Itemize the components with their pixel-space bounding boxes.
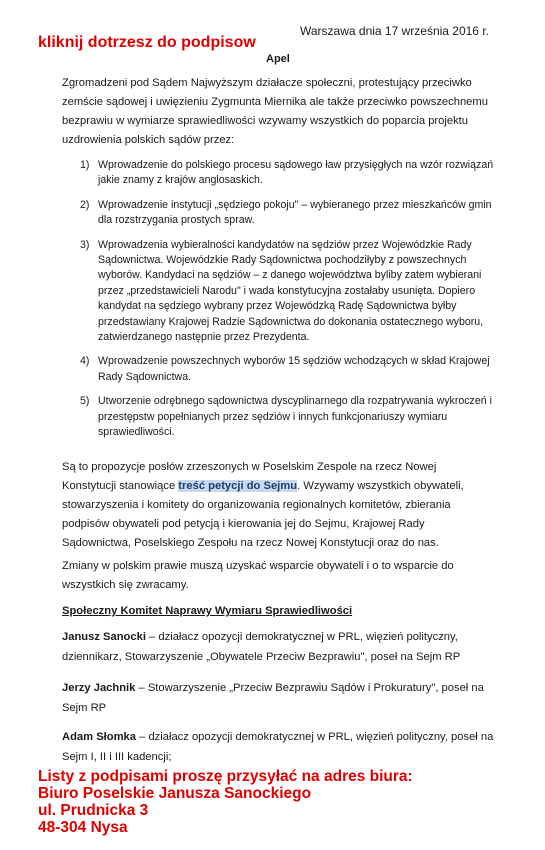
intro-paragraph: Zgromadzeni pod Sądem Najwyższym działacze społeczni, protestujący przeciwko zemście sądowej i uwięzieniu Zygmunta Miernika ale także przeciwko powszechnemu bezprawiu w wymiarze sprawiedliwości wzywamy wszystkich do poparcia projektu uzdrowienia polskich sądów przez: bbox=[62, 77, 488, 146]
list-item bbox=[80, 238, 495, 346]
list-item-number: 1) bbox=[80, 159, 90, 171]
petition-highlight: treść petycji do Sejmu bbox=[178, 480, 298, 492]
proposals-list bbox=[80, 158, 495, 450]
address-instruction: Listy z podpisami proszę przysyłać na adres biura: bbox=[38, 768, 413, 785]
address-office: Biuro Poselskie Janusza Sanockiego bbox=[38, 785, 312, 802]
list-item-number: 2) bbox=[80, 198, 90, 211]
list-item-text: Utworzenie odrębnego sądownictwa dyscyplinarnego dla rozpatrywania wykroczeń i przestępstw popełnianych przez sędziów i innych funkcjonariuszy wymiaru sprawiedliwości. bbox=[98, 395, 492, 439]
petition-text-after: . Wzywamy wszystkich obywateli, stowarzyszenia i komitety do organizowania regionalnych komitetów, zbierania podpisów obywateli pod petycją i kierowania jej do Sejmu, Krajowej Rady Sądownictwa, Poselskiego Zespołu na rzecz Nowej Konstytucji oraz do nas. bbox=[62, 480, 464, 549]
list-item-number: 3) bbox=[80, 238, 90, 251]
list-item bbox=[80, 394, 495, 440]
mailing-address bbox=[38, 768, 413, 836]
address-street: ul. Prudnicka 3 bbox=[38, 802, 149, 819]
list-item-number: 5) bbox=[80, 395, 90, 408]
member-name: Adam Słomka bbox=[62, 731, 136, 743]
member-description: – Stowarzyszenie „Przeciw Bezprawiu Sądów i Prokuratury", poseł na Sejm RP bbox=[62, 682, 484, 714]
committee-member bbox=[62, 627, 494, 667]
member-description: – działacz opozycji demokratycznej w PRL, więzień polityczny, poseł na Sejm I, II i III kadencji; bbox=[62, 731, 494, 763]
list-item bbox=[80, 158, 495, 189]
list-item-text: Wprowadzenia wybieralności kandydatów na sędziów przez Wojewódzkie Rady Sądownictwa. Wojewódzkie Rady Sądownictwa pochodziłyby z powszechnych wyborów. Kandydaci na sędziów – z danego województwa byliby zatem wybierani przez „przedstawicieli Narodu" i wada konstytucyjna zostałaby usunięta. Dopiero kandydat na sędziego wybrany przez Wojewódzką Radę Sądownictwa byłby przedstawiany Krajowej Radzie Sądownictwa do dokonania ostatecznego wyboru, zatwierdzanego następnie przez Prezydenta. bbox=[98, 238, 484, 344]
document-date: Warszawa dnia 17 września 2016 r. bbox=[300, 24, 489, 38]
member-name: Jerzy Jachnik bbox=[62, 682, 136, 694]
list-item-text: Wprowadzenie powszechnych wyborów 15 sędziów wchodzących w skład Krajowej Rady Sądownictwa. bbox=[98, 355, 490, 383]
petition-paragraph bbox=[62, 458, 492, 553]
list-item bbox=[80, 354, 495, 385]
petition-text-before: Są to propozycje posłów zrzeszonych w Poselskim Zespole na rzecz Nowej Konstytucji stanowiące bbox=[62, 461, 437, 492]
committee-member bbox=[62, 727, 494, 767]
list-item-text: Wprowadzenie instytucji „sędziego pokoju" – wybieranego przez mieszkańców gmin dla rozstrzygania prostych spraw. bbox=[98, 198, 492, 227]
list-item bbox=[80, 198, 495, 229]
list-item-number: 4) bbox=[80, 355, 90, 368]
list-item-text: Wprowadzenie do polskiego procesu sądowego ław przysięgłych na wzór rozwiązań jakie znamy z krajów anglosaskich. bbox=[98, 159, 494, 187]
support-paragraph: Zmiany w polskim prawie muszą uzyskać wsparcie obywateli i o to wsparcie do wszystkich się zwracamy. bbox=[62, 560, 454, 591]
signatures-link[interactable]: kliknij dotrzesz do podpisow bbox=[38, 34, 256, 51]
document-title: Apel bbox=[266, 53, 290, 65]
member-name: Janusz Sanocki bbox=[62, 631, 146, 643]
committee-member bbox=[62, 678, 494, 718]
committee-heading: Społeczny Komitet Naprawy Wymiaru Sprawiedliwości bbox=[62, 605, 353, 617]
member-description: – działacz opozycji demokratycznej w PRL, więzień polityczny, dziennikarz, Stowarzyszenie „Obywatele Przeciw Bezprawiu", poseł na Sejm RP bbox=[62, 631, 461, 663]
address-city: 48-304 Nysa bbox=[38, 819, 128, 836]
